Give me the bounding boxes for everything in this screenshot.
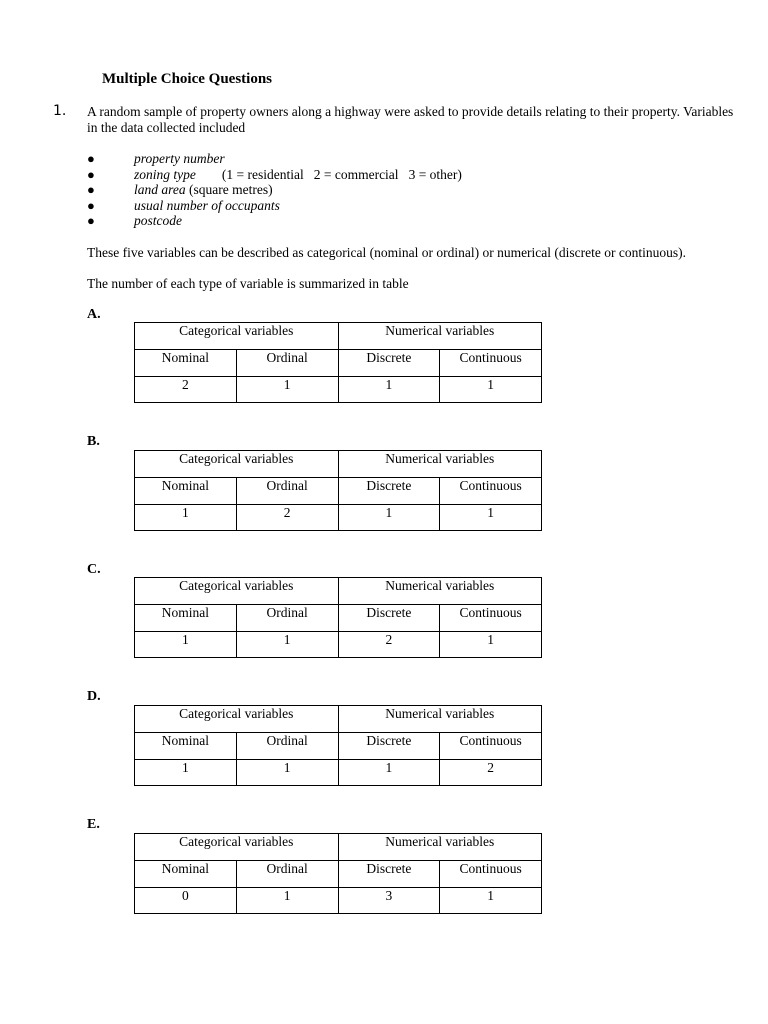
zoning-codes <box>222 167 462 182</box>
zoning-code: (1 = residential <box>221 166 304 182</box>
variable-detail: (square metres) <box>185 182 273 197</box>
variable-description: These five variables can be described as categorical (nominal or ordinal) or numerical (discrete or continuous). <box>87 245 687 260</box>
variable-name: zoning type <box>134 166 196 182</box>
nominal-count: 2 <box>135 377 237 403</box>
continuous-header: Continuous <box>440 478 542 505</box>
nominal-count: 1 <box>135 760 237 786</box>
table-note: The number of each type of variable is summarized in table <box>87 276 409 291</box>
numerical-header: Numerical variables <box>338 451 542 478</box>
numerical-header: Numerical variables <box>338 834 542 861</box>
option-label-a: A. <box>87 307 101 322</box>
ordinal-count: 1 <box>236 632 338 658</box>
continuous-header: Continuous <box>440 733 542 760</box>
nominal-header: Nominal <box>135 350 237 377</box>
list-item <box>87 151 462 167</box>
ordinal-header: Ordinal <box>236 350 338 377</box>
ordinal-count: 1 <box>236 377 338 403</box>
continuous-header: Continuous <box>440 350 542 377</box>
option-table-c <box>134 577 542 658</box>
question-intro: A random sample of property owners along a highway were asked to provide details relating to their property. Variables in the data collected included <box>87 104 734 135</box>
discrete-header: Discrete <box>338 350 440 377</box>
list-item <box>87 182 462 198</box>
ordinal-count: 1 <box>236 760 338 786</box>
nominal-header: Nominal <box>135 733 237 760</box>
variable-name: land area <box>134 182 186 197</box>
list-item <box>87 198 462 214</box>
continuous-count: 1 <box>440 888 542 914</box>
continuous-count: 1 <box>440 505 542 531</box>
continuous-header: Continuous <box>440 605 542 632</box>
bullet-icon: ● <box>87 197 95 213</box>
numerical-header: Numerical variables <box>338 323 542 350</box>
nominal-count: 1 <box>135 632 237 658</box>
categorical-header: Categorical variables <box>135 323 339 350</box>
discrete-header: Discrete <box>338 861 440 888</box>
continuous-count: 1 <box>440 632 542 658</box>
discrete-count: 1 <box>338 760 440 786</box>
option-label-d: D. <box>87 689 101 704</box>
bullet-icon: ● <box>87 182 95 197</box>
zoning-code: 3 = other) <box>408 166 462 182</box>
option-table-d <box>134 705 542 786</box>
numerical-header: Numerical variables <box>338 578 542 605</box>
ordinal-count: 1 <box>236 888 338 914</box>
discrete-count: 1 <box>338 505 440 531</box>
zoning-code: 2 = commercial <box>313 166 399 182</box>
option-label-b: B. <box>87 434 100 449</box>
categorical-header: Categorical variables <box>135 578 339 605</box>
list-item <box>87 213 462 229</box>
bullet-icon: ● <box>87 213 95 228</box>
variable-name: postcode <box>134 213 182 228</box>
discrete-count: 2 <box>338 632 440 658</box>
discrete-count: 3 <box>338 888 440 914</box>
discrete-header: Discrete <box>338 733 440 760</box>
ordinal-count: 2 <box>236 505 338 531</box>
discrete-header: Discrete <box>338 605 440 632</box>
nominal-header: Nominal <box>135 478 237 505</box>
question-number: 1. <box>53 103 67 119</box>
continuous-count: 2 <box>440 760 542 786</box>
nominal-header: Nominal <box>135 605 237 632</box>
nominal-count: 0 <box>135 888 237 914</box>
variable-name: property number <box>134 151 225 166</box>
discrete-header: Discrete <box>338 478 440 505</box>
bullet-icon: ● <box>87 166 95 182</box>
variable-list <box>87 151 462 229</box>
continuous-count: 1 <box>440 377 542 403</box>
continuous-header: Continuous <box>440 861 542 888</box>
categorical-header: Categorical variables <box>135 706 339 733</box>
ordinal-header: Ordinal <box>236 478 338 505</box>
section-title: Multiple Choice Questions <box>102 71 273 87</box>
numerical-header: Numerical variables <box>338 706 542 733</box>
discrete-count: 1 <box>338 377 440 403</box>
nominal-count: 1 <box>135 505 237 531</box>
categorical-header: Categorical variables <box>135 834 339 861</box>
bullet-icon: ● <box>87 151 95 166</box>
ordinal-header: Ordinal <box>236 733 338 760</box>
categorical-header: Categorical variables <box>135 451 339 478</box>
option-table-a <box>134 322 542 403</box>
variable-name: usual number of occupants <box>134 197 280 213</box>
nominal-header: Nominal <box>135 861 237 888</box>
list-item <box>87 167 462 183</box>
option-label-c: C. <box>87 562 101 577</box>
option-label-e: E. <box>87 817 100 832</box>
ordinal-header: Ordinal <box>236 861 338 888</box>
option-table-b <box>134 450 542 531</box>
option-table-e <box>134 833 542 914</box>
ordinal-header: Ordinal <box>236 605 338 632</box>
